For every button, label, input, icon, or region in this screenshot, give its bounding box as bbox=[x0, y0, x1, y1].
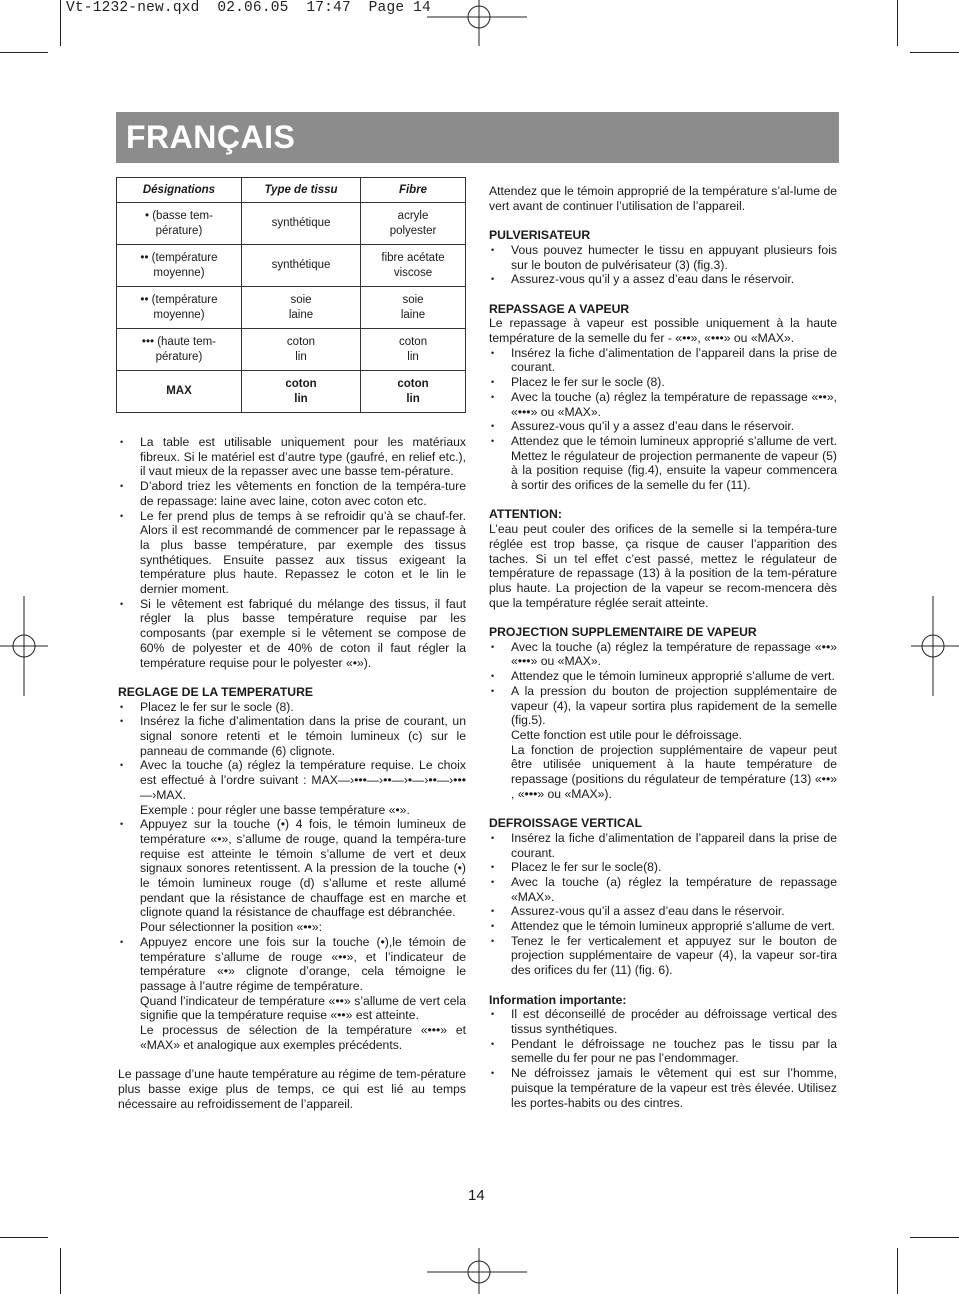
list-item-text: • Avec la touche (a) réglez la température requise. Le choix est effectué à l’ordre suivant : MAX—›•••—›••—›•—›••—›•••—›MAX. bbox=[140, 758, 466, 802]
list-item-text: • Attendez que le témoin lumineux approprié s’allume de vert. bbox=[511, 669, 835, 684]
cell-tissu bbox=[241, 371, 360, 413]
list-item-text: • Placez le fer sur le socle (8). bbox=[140, 699, 294, 714]
list-item-text: • D’abord triez les vêtements en fonction de la tempéra-ture de repassage: laine avec laine, coton avec coton etc. bbox=[140, 479, 466, 508]
crop-mark bbox=[897, 0, 898, 46]
cell-designation bbox=[117, 329, 242, 371]
cell-line: moyenne) bbox=[153, 308, 205, 321]
list-item-text: • Vous pouvez humecter le tissu en appuyant plusieurs fois sur le bouton de pulvérisateur (3) (fig.3). bbox=[511, 242, 837, 272]
cell-fibre bbox=[361, 245, 466, 287]
section-heading: REPASSAGE A VAPEUR bbox=[489, 301, 630, 316]
fabric-temperature-table bbox=[116, 177, 466, 413]
list-item-text: • Placez le fer sur le socle(8). bbox=[511, 860, 662, 875]
list-item bbox=[118, 435, 466, 479]
cell-designation bbox=[117, 245, 242, 287]
spacer bbox=[489, 978, 837, 993]
cell-line: polyester bbox=[389, 224, 437, 237]
cell-line: coton bbox=[398, 335, 428, 348]
list-item bbox=[489, 1007, 837, 1036]
cell-line: fibre acétate bbox=[381, 251, 445, 264]
bullet-list bbox=[489, 243, 837, 287]
cell-line: coton bbox=[285, 377, 317, 390]
cell-tissu bbox=[241, 287, 360, 329]
cell-line: synthétique bbox=[271, 259, 331, 271]
list-item-text: • Appuyez sur la touche (•) 4 fois, le témoin lumineux de température «•», s’allume de rouge, quand la tempéra-ture requise est atteinte le témoin s’allume de vert et deux signaux sonores retentissent. A la pression de la touche (•) le témoin lumineux rouge (d) s’allume et reste allumé pendant que la résistance de chauffage est en marche et clignote quand la résistance de chauffage est débranchée. bbox=[140, 817, 466, 920]
spacer bbox=[489, 801, 837, 816]
list-item-text: • Avec la touche (a) réglez la température de repassage «MAX». bbox=[511, 874, 837, 904]
section-heading: ATTENTION: bbox=[489, 507, 562, 522]
list-item bbox=[489, 272, 837, 287]
crop-mark bbox=[910, 1237, 959, 1238]
list-item-text: • Ne défroissez jamais le vêtement qui est sur l’homme, puisque la température de la vapeur est très élevée. Utilisez les portes-habits ou des cintres. bbox=[511, 1066, 837, 1110]
spacer bbox=[489, 287, 837, 302]
cell-fibre bbox=[361, 371, 466, 413]
list-item-text: • Assurez-vous qu’il y a assez d’eau dans le réservoir. bbox=[511, 272, 795, 287]
right-text-column bbox=[489, 184, 837, 1110]
list-item-text: • Insérez la fiche d’alimentation de l’appareil dans la prise de courant. bbox=[511, 345, 837, 375]
list-item bbox=[118, 817, 466, 935]
cell-line: • (basse tem- bbox=[145, 209, 213, 222]
list-item bbox=[489, 669, 837, 684]
list-item-text: • Le fer prend plus de temps à se refroidir qu’à se chauf-fer. Alors il est recommandé de commencer par le repassage à la plus basse température, par exemple des tissus synthétiques. Ensuite passez aux tissus exigeant la température plus haute. Repassez le coton et le lin le dernier moment. bbox=[140, 508, 466, 597]
header-type-de-tissu: Type de tissu bbox=[241, 178, 360, 203]
list-item bbox=[118, 758, 466, 817]
cell-fibre bbox=[361, 329, 466, 371]
list-item bbox=[489, 640, 837, 669]
section-heading: DEFROISSAGE VERTICAL bbox=[489, 816, 643, 831]
cell-line: lin bbox=[407, 350, 419, 363]
cell-line: laine bbox=[400, 308, 426, 321]
list-item-text: • Assurez-vous qu’il y a assez d’eau dans le réservoir. bbox=[511, 419, 795, 434]
cell-line: •• (température bbox=[140, 251, 218, 264]
paragraph: Attendez que le témoin approprié de la température s’al-lume de vert avant de continuer l’utilisation de l’appareil. bbox=[489, 184, 837, 213]
list-item bbox=[118, 509, 466, 597]
list-item bbox=[489, 243, 837, 272]
paragraph: Le passage d’une haute température au régime de tem-pérature plus basse exige plus de temps, ce qui est lié au temps nécessaire au refroidissement de l’appareil. bbox=[118, 1067, 466, 1111]
bullet-list bbox=[489, 346, 837, 493]
cell-designation bbox=[117, 371, 242, 413]
cell-line: MAX bbox=[166, 385, 192, 397]
list-item-text: • Tenez le fer verticalement et appuyez sur le bouton de projection supplémentaire de vapeur (4), la vapeur sor-tira des orifices du fer (11) (fig. 6). bbox=[511, 933, 837, 978]
list-item-text: Pour sélectionner la position «••»: bbox=[140, 920, 322, 935]
list-item-text: • Appuyez encore une fois sur la touche (•),le témoin de température s’allume de rouge «••», et l’indicateur de température «•» clignote d’orange, cela témoigne le passage à l’autre régime de température. bbox=[140, 934, 466, 993]
list-item bbox=[489, 904, 837, 919]
spacer bbox=[118, 1053, 466, 1068]
cell-line: coton bbox=[397, 377, 429, 390]
list-item bbox=[489, 1037, 837, 1066]
cell-fibre bbox=[361, 203, 466, 245]
bullet-list bbox=[489, 1007, 837, 1110]
registration-mark-icon bbox=[911, 596, 959, 696]
cell-line: soie bbox=[402, 293, 424, 306]
list-item-text: • Si le vêtement est fabriqué du mélange des tissus, il faut régler la plus basse température requise par les composants (par exemple si le vêtement se compose de 60% de polyester et de 40% de coton il faut régler la température requise pour le polyester «•»). bbox=[140, 596, 466, 670]
bullet-list bbox=[118, 435, 466, 670]
list-item-text: • Pendant le défroissage ne touchez pas le tissu par la semelle du fer pour ne pas l’endommager. bbox=[511, 1036, 837, 1066]
bullet-list bbox=[489, 640, 837, 802]
list-item bbox=[489, 875, 837, 904]
cell-line: synthétique bbox=[271, 217, 331, 229]
table-row bbox=[117, 245, 466, 287]
cell-line: lin bbox=[295, 350, 307, 363]
left-text-column bbox=[118, 435, 466, 1111]
cell-tissu bbox=[241, 203, 360, 245]
cell-tissu bbox=[241, 245, 360, 287]
list-item bbox=[118, 935, 466, 1053]
list-item bbox=[489, 860, 837, 875]
crop-mark bbox=[0, 52, 48, 53]
header-fibre: Fibre bbox=[361, 178, 466, 203]
cell-line: lin bbox=[294, 392, 308, 405]
list-item-text: • Attendez que le témoin lumineux approprié s’allume de vert. bbox=[511, 919, 835, 934]
table-header-row bbox=[117, 178, 466, 203]
crop-mark bbox=[910, 52, 959, 53]
registration-mark-icon bbox=[0, 596, 48, 696]
list-item-text: • Avec la touche (a) réglez la température de repassage «••», «•••» ou «MAX». bbox=[511, 389, 837, 419]
list-item-text: • La table est utilisable uniquement pour les matériaux fibreux. Si le matériel est d’autre type (gaufré, en relief etc.), il vaut mieux de la repasser avec une basse tem-pérature. bbox=[140, 435, 466, 479]
section-banner bbox=[116, 112, 839, 163]
bullet-list bbox=[118, 700, 466, 1053]
list-item-text: • Avec la touche (a) réglez la température de repassage «••» «•••» ou «MAX». bbox=[511, 639, 837, 669]
list-item-text: • Assurez-vous qu’il a assez d’eau dans le réservoir. bbox=[511, 904, 785, 919]
section-heading: REGLAGE DE LA TEMPERATURE bbox=[118, 684, 314, 699]
list-item-text: • A la pression du bouton de projection supplémentaire de vapeur (4), la vapeur sortira plus rapidement de la semelle (fig.5). bbox=[511, 683, 837, 728]
cell-tissu bbox=[241, 329, 360, 371]
list-item bbox=[489, 684, 837, 802]
spacer bbox=[489, 610, 837, 625]
cell-line: laine bbox=[288, 308, 314, 321]
crop-mark bbox=[60, 1248, 61, 1294]
crop-mark bbox=[60, 0, 61, 46]
cell-line: pérature) bbox=[155, 224, 203, 237]
paragraph: L’eau peut couler des orifices de la semelle si la tempéra-ture réglée est trop basse, ça risque de causer l’apparition des taches. Si un tel effet c’est passé, mettez le régulateur de température de repassage (13) à la position de la tem-pérature plus haute. La projection de la vapeur se recom-mencera dès que la température réglée serait atteinte. bbox=[489, 522, 837, 610]
table-row bbox=[117, 371, 466, 413]
table-row bbox=[117, 287, 466, 329]
list-item bbox=[118, 479, 466, 508]
section-title: FRANÇAIS bbox=[126, 119, 296, 155]
list-item-text: Cette fonction est utile pour le défroissage. bbox=[511, 727, 743, 742]
paragraph: Le repassage à vapeur est possible uniquement à la haute température de la semelle du fer - «••», «•••» ou «MAX». bbox=[489, 316, 837, 345]
cell-line: lin bbox=[406, 392, 420, 405]
cell-line: ••• (haute tem- bbox=[141, 335, 216, 348]
section-heading: PROJECTION SUPPLEMENTAIRE DE VAPEUR bbox=[489, 625, 757, 640]
list-item-text: La fonction de projection supplémentaire de vapeur peut être utilisée uniquement à la haute température de repassage (positions du régulateur de température (13) «••» , «•••» ou «MAX»). bbox=[511, 742, 837, 801]
crop-mark bbox=[897, 1248, 898, 1294]
cell-designation bbox=[117, 287, 242, 329]
cell-line: pérature) bbox=[155, 350, 203, 363]
cell-line: soie bbox=[290, 293, 312, 306]
list-item bbox=[489, 1066, 837, 1110]
list-item bbox=[118, 597, 466, 671]
cell-line: viscose bbox=[393, 266, 433, 279]
spacer bbox=[118, 670, 466, 685]
table-row bbox=[117, 203, 466, 245]
cell-designation bbox=[117, 203, 242, 245]
list-item bbox=[489, 390, 837, 419]
list-item bbox=[489, 346, 837, 375]
registration-mark-icon bbox=[427, 1248, 527, 1294]
list-item bbox=[118, 714, 466, 758]
list-item bbox=[489, 831, 837, 860]
cell-line: coton bbox=[286, 335, 316, 348]
bullet-list bbox=[489, 831, 837, 978]
cell-line: acryle bbox=[397, 209, 429, 222]
list-item-text: • Il est déconseillé de procéder au défroissage vertical des tissus synthétiques. bbox=[511, 1007, 837, 1036]
list-item-text: • Attendez que le témoin lumineux approprié s’allume de vert. Mettez le régulateur de projection permanente de vapeur (5) à la position requise (fig.4), ensuite la vapeur commencera à sortir des orifices de la semelle du fer (11). bbox=[511, 433, 837, 493]
spacer bbox=[489, 493, 837, 508]
list-item bbox=[489, 375, 837, 390]
list-item-text: • Insérez la fiche d’alimentation de l’appareil dans la prise de courant. bbox=[511, 830, 837, 860]
cell-line: •• (température bbox=[140, 293, 218, 306]
list-item-text: Le processus de sélection de la température «•••» et «MAX» et analogique aux exemples précédents. bbox=[140, 1023, 466, 1052]
list-item bbox=[118, 700, 466, 715]
list-item bbox=[489, 934, 837, 978]
spacer bbox=[489, 213, 837, 228]
cell-fibre bbox=[361, 287, 466, 329]
registration-mark-icon bbox=[427, 0, 527, 46]
crop-mark bbox=[0, 1237, 48, 1238]
list-item bbox=[489, 419, 837, 434]
list-item-text: Quand l’indicateur de température «••» s’allume de vert cela signifie que la température requise «••» est atteinte. bbox=[140, 993, 466, 1023]
page-number: 14 bbox=[468, 1187, 485, 1204]
list-item-text: • Insérez la fiche d’alimentation dans la prise de courant, un signal sonore retenti et le témoin lumineux (c) sur le panneau de commande (6) clignote. bbox=[140, 714, 466, 758]
list-item-text: • Placez le fer sur le socle (8). bbox=[511, 375, 665, 390]
list-item-text: Exemple : pour régler une basse température «•». bbox=[140, 802, 410, 817]
list-item bbox=[489, 434, 837, 493]
section-heading: Information importante: bbox=[489, 992, 627, 1007]
cell-line: moyenne) bbox=[153, 266, 205, 279]
section-heading: PULVERISATEUR bbox=[489, 228, 591, 243]
print-header: Vt-1232-new.qxd 02.06.05 17:47 Page 14 bbox=[66, 0, 431, 16]
header-designations: Désignations bbox=[117, 178, 242, 203]
list-item bbox=[489, 919, 837, 934]
table-row bbox=[117, 329, 466, 371]
